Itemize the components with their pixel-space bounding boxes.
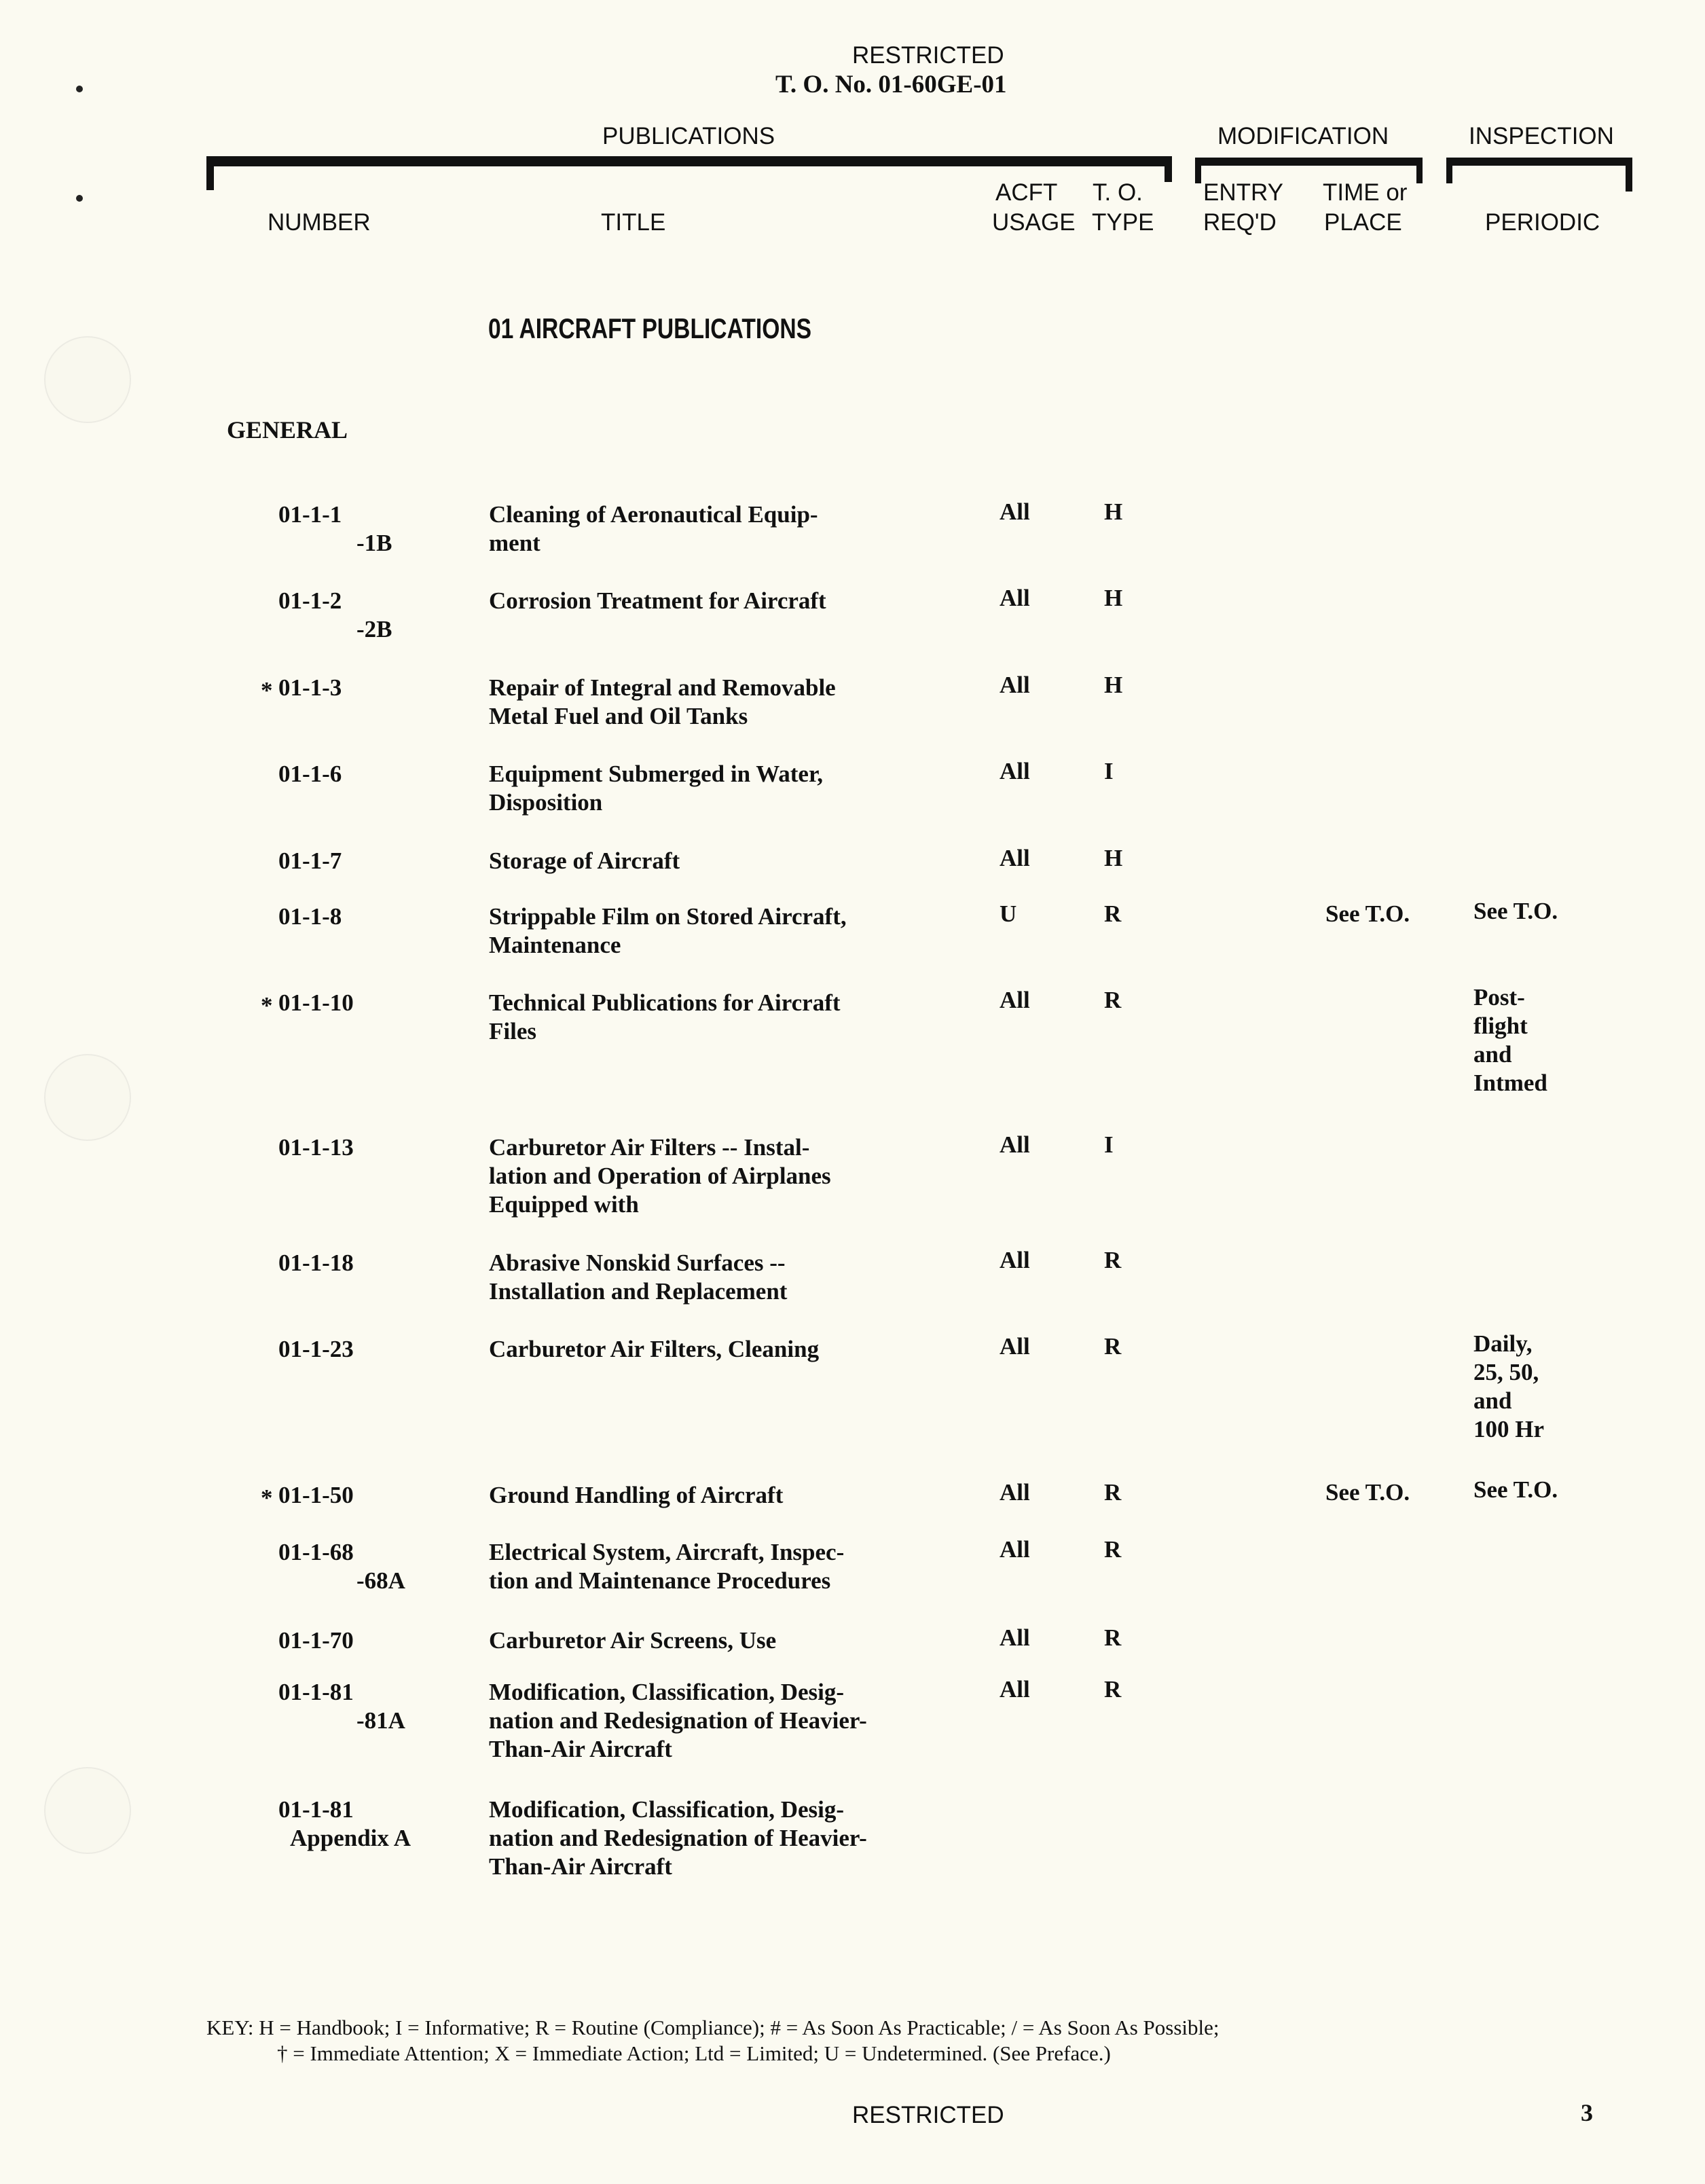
- title-cell: Than-Air Aircraft: [489, 1853, 672, 1880]
- to-number-cell: -1B: [356, 530, 392, 556]
- to-number-cell: 01-1-6: [278, 761, 342, 787]
- usage-cell: All: [1000, 585, 1030, 611]
- col-time-or: TIME or: [1323, 179, 1408, 206]
- group-modification: MODIFICATION: [1217, 123, 1389, 149]
- to-number-cell: 01-1-18: [278, 1250, 354, 1276]
- col-to: T. O.: [1093, 179, 1143, 206]
- usage-cell: All: [1000, 758, 1030, 784]
- periodic-cell: 100 Hr: [1473, 1416, 1545, 1442]
- bottom-classification: RESTRICTED: [852, 2102, 1004, 2128]
- type-cell: H: [1104, 845, 1123, 871]
- title-cell: Ground Handling of Aircraft: [489, 1482, 784, 1508]
- usage-cell: All: [1000, 1247, 1030, 1273]
- title-cell: Modification, Classification, Desig-: [489, 1679, 845, 1705]
- title-cell: Technical Publications for Aircraft: [489, 989, 841, 1016]
- periodic-cell: See T.O.: [1473, 898, 1558, 924]
- group-publications: PUBLICATIONS: [602, 123, 775, 149]
- to-number-cell: 01-1-13: [278, 1134, 354, 1161]
- to-number-cell: 01-1-3: [278, 674, 342, 701]
- type-cell: R: [1104, 1676, 1122, 1703]
- usage-cell: U: [1000, 900, 1017, 927]
- key-line-2: † = Immediate Attention; X = Immediate Action; Ltd = Limited; U = Undetermined. (See Preface.): [277, 2041, 1111, 2065]
- type-cell: R: [1104, 1624, 1122, 1651]
- usage-cell: All: [1000, 1624, 1030, 1651]
- page-number: 3: [1581, 2099, 1593, 2126]
- periodic-cell: Post-: [1473, 984, 1525, 1011]
- to-number-cell: -2B: [356, 616, 392, 642]
- to-number-cell: -81A: [356, 1707, 405, 1734]
- col-periodic: PERIODIC: [1485, 209, 1600, 236]
- type-cell: I: [1104, 758, 1114, 784]
- type-cell: H: [1104, 585, 1123, 611]
- to-number-cell: -68A: [356, 1567, 405, 1594]
- usage-cell: All: [1000, 1479, 1030, 1506]
- usage-cell: All: [1000, 1676, 1030, 1703]
- type-cell: H: [1104, 498, 1123, 525]
- punch-hole: [44, 1767, 131, 1854]
- col-reqd: REQ'D: [1203, 209, 1277, 236]
- title-cell: Carburetor Air Filters -- Instal-: [489, 1134, 810, 1161]
- title-cell: Equipment Submerged in Water,: [489, 761, 824, 787]
- col-place: PLACE: [1324, 209, 1402, 236]
- title-cell: Storage of Aircraft: [489, 848, 680, 874]
- to-number: T. O. No. 01-60GE-01: [775, 71, 1007, 98]
- subsection-general: GENERAL: [227, 416, 348, 443]
- periodic-cell: See T.O.: [1473, 1476, 1558, 1503]
- title-cell: Files: [489, 1018, 536, 1044]
- usage-cell: All: [1000, 1536, 1030, 1563]
- title-cell: lation and Operation of Airplanes: [489, 1163, 831, 1189]
- type-cell: R: [1104, 900, 1122, 927]
- place-cell: See T.O.: [1325, 900, 1410, 927]
- usage-cell: All: [1000, 498, 1030, 525]
- title-cell: Abrasive Nonskid Surfaces --: [489, 1250, 786, 1276]
- periodic-cell: 25, 50,: [1473, 1359, 1539, 1385]
- revision-star: *: [261, 992, 273, 1019]
- place-cell: See T.O.: [1325, 1479, 1410, 1506]
- to-number-cell: 01-1-50: [278, 1482, 354, 1508]
- title-cell: Modification, Classification, Desig-: [489, 1796, 845, 1823]
- title-cell: Repair of Integral and Removable: [489, 674, 836, 701]
- col-title: TITLE: [601, 209, 666, 236]
- type-cell: R: [1104, 1247, 1122, 1273]
- usage-cell: All: [1000, 987, 1030, 1013]
- section-title: 01 AIRCRAFT PUBLICATIONS: [488, 312, 812, 344]
- title-cell: nation and Redesignation of Heavier-: [489, 1825, 867, 1851]
- title-cell: Carburetor Air Filters, Cleaning: [489, 1336, 820, 1362]
- to-number-cell: 01-1-81: [278, 1679, 354, 1705]
- usage-cell: All: [1000, 1131, 1030, 1158]
- punch-hole: [44, 336, 131, 423]
- margin-dot: [76, 86, 83, 92]
- to-number-cell: 01-1-8: [278, 903, 342, 930]
- revision-star: *: [261, 1485, 273, 1511]
- revision-star: *: [261, 677, 273, 704]
- to-number-cell: 01-1-68: [278, 1539, 354, 1565]
- title-cell: Corrosion Treatment for Aircraft: [489, 587, 826, 614]
- to-number-cell: 01-1-10: [278, 989, 354, 1016]
- type-cell: R: [1104, 1536, 1122, 1563]
- to-number-cell: 01-1-2: [278, 587, 342, 614]
- title-cell: Cleaning of Aeronautical Equip-: [489, 501, 818, 528]
- title-cell: Carburetor Air Screens, Use: [489, 1627, 777, 1654]
- title-cell: Maintenance: [489, 932, 621, 958]
- type-cell: R: [1104, 1479, 1122, 1506]
- periodic-cell: Daily,: [1473, 1330, 1533, 1357]
- periodic-cell: flight: [1473, 1013, 1528, 1039]
- periodic-cell: Intmed: [1473, 1070, 1547, 1096]
- to-number-cell: 01-1-1: [278, 501, 342, 528]
- col-type: TYPE: [1092, 209, 1154, 236]
- col-acft: ACFT: [995, 179, 1058, 206]
- col-usage: USAGE: [992, 209, 1076, 236]
- type-cell: I: [1104, 1131, 1114, 1158]
- punch-hole: [44, 1054, 131, 1141]
- title-cell: Installation and Replacement: [489, 1278, 788, 1305]
- top-classification: RESTRICTED: [852, 42, 1004, 69]
- key-line-1: KEY: H = Handbook; I = Informative; R = Routine (Compliance); # = As Soon As Practicable; / = As Soon As Possible;: [206, 2016, 1220, 2039]
- group-inspection: INSPECTION: [1469, 123, 1614, 149]
- to-number-cell: Appendix A: [290, 1825, 411, 1851]
- title-cell: Equipped with: [489, 1191, 639, 1218]
- periodic-cell: and: [1473, 1387, 1512, 1414]
- col-entry: ENTRY: [1203, 179, 1283, 206]
- title-cell: Electrical System, Aircraft, Inspec-: [489, 1539, 845, 1565]
- title-cell: Strippable Film on Stored Aircraft,: [489, 903, 847, 930]
- title-cell: Than-Air Aircraft: [489, 1736, 672, 1762]
- to-number-cell: 01-1-23: [278, 1336, 354, 1362]
- margin-dot: [76, 195, 83, 202]
- periodic-cell: and: [1473, 1041, 1512, 1068]
- to-number-cell: 01-1-81: [278, 1796, 354, 1823]
- title-cell: Disposition: [489, 789, 603, 816]
- to-number-cell: 01-1-7: [278, 848, 342, 874]
- col-number: NUMBER: [268, 209, 371, 236]
- title-cell: nation and Redesignation of Heavier-: [489, 1707, 867, 1734]
- type-cell: R: [1104, 987, 1122, 1013]
- title-cell: Metal Fuel and Oil Tanks: [489, 703, 748, 729]
- usage-cell: All: [1000, 672, 1030, 698]
- to-number-cell: 01-1-70: [278, 1627, 354, 1654]
- usage-cell: All: [1000, 1333, 1030, 1360]
- title-cell: ment: [489, 530, 540, 556]
- type-cell: H: [1104, 672, 1123, 698]
- type-cell: R: [1104, 1333, 1122, 1360]
- title-cell: tion and Maintenance Procedures: [489, 1567, 831, 1594]
- usage-cell: All: [1000, 845, 1030, 871]
